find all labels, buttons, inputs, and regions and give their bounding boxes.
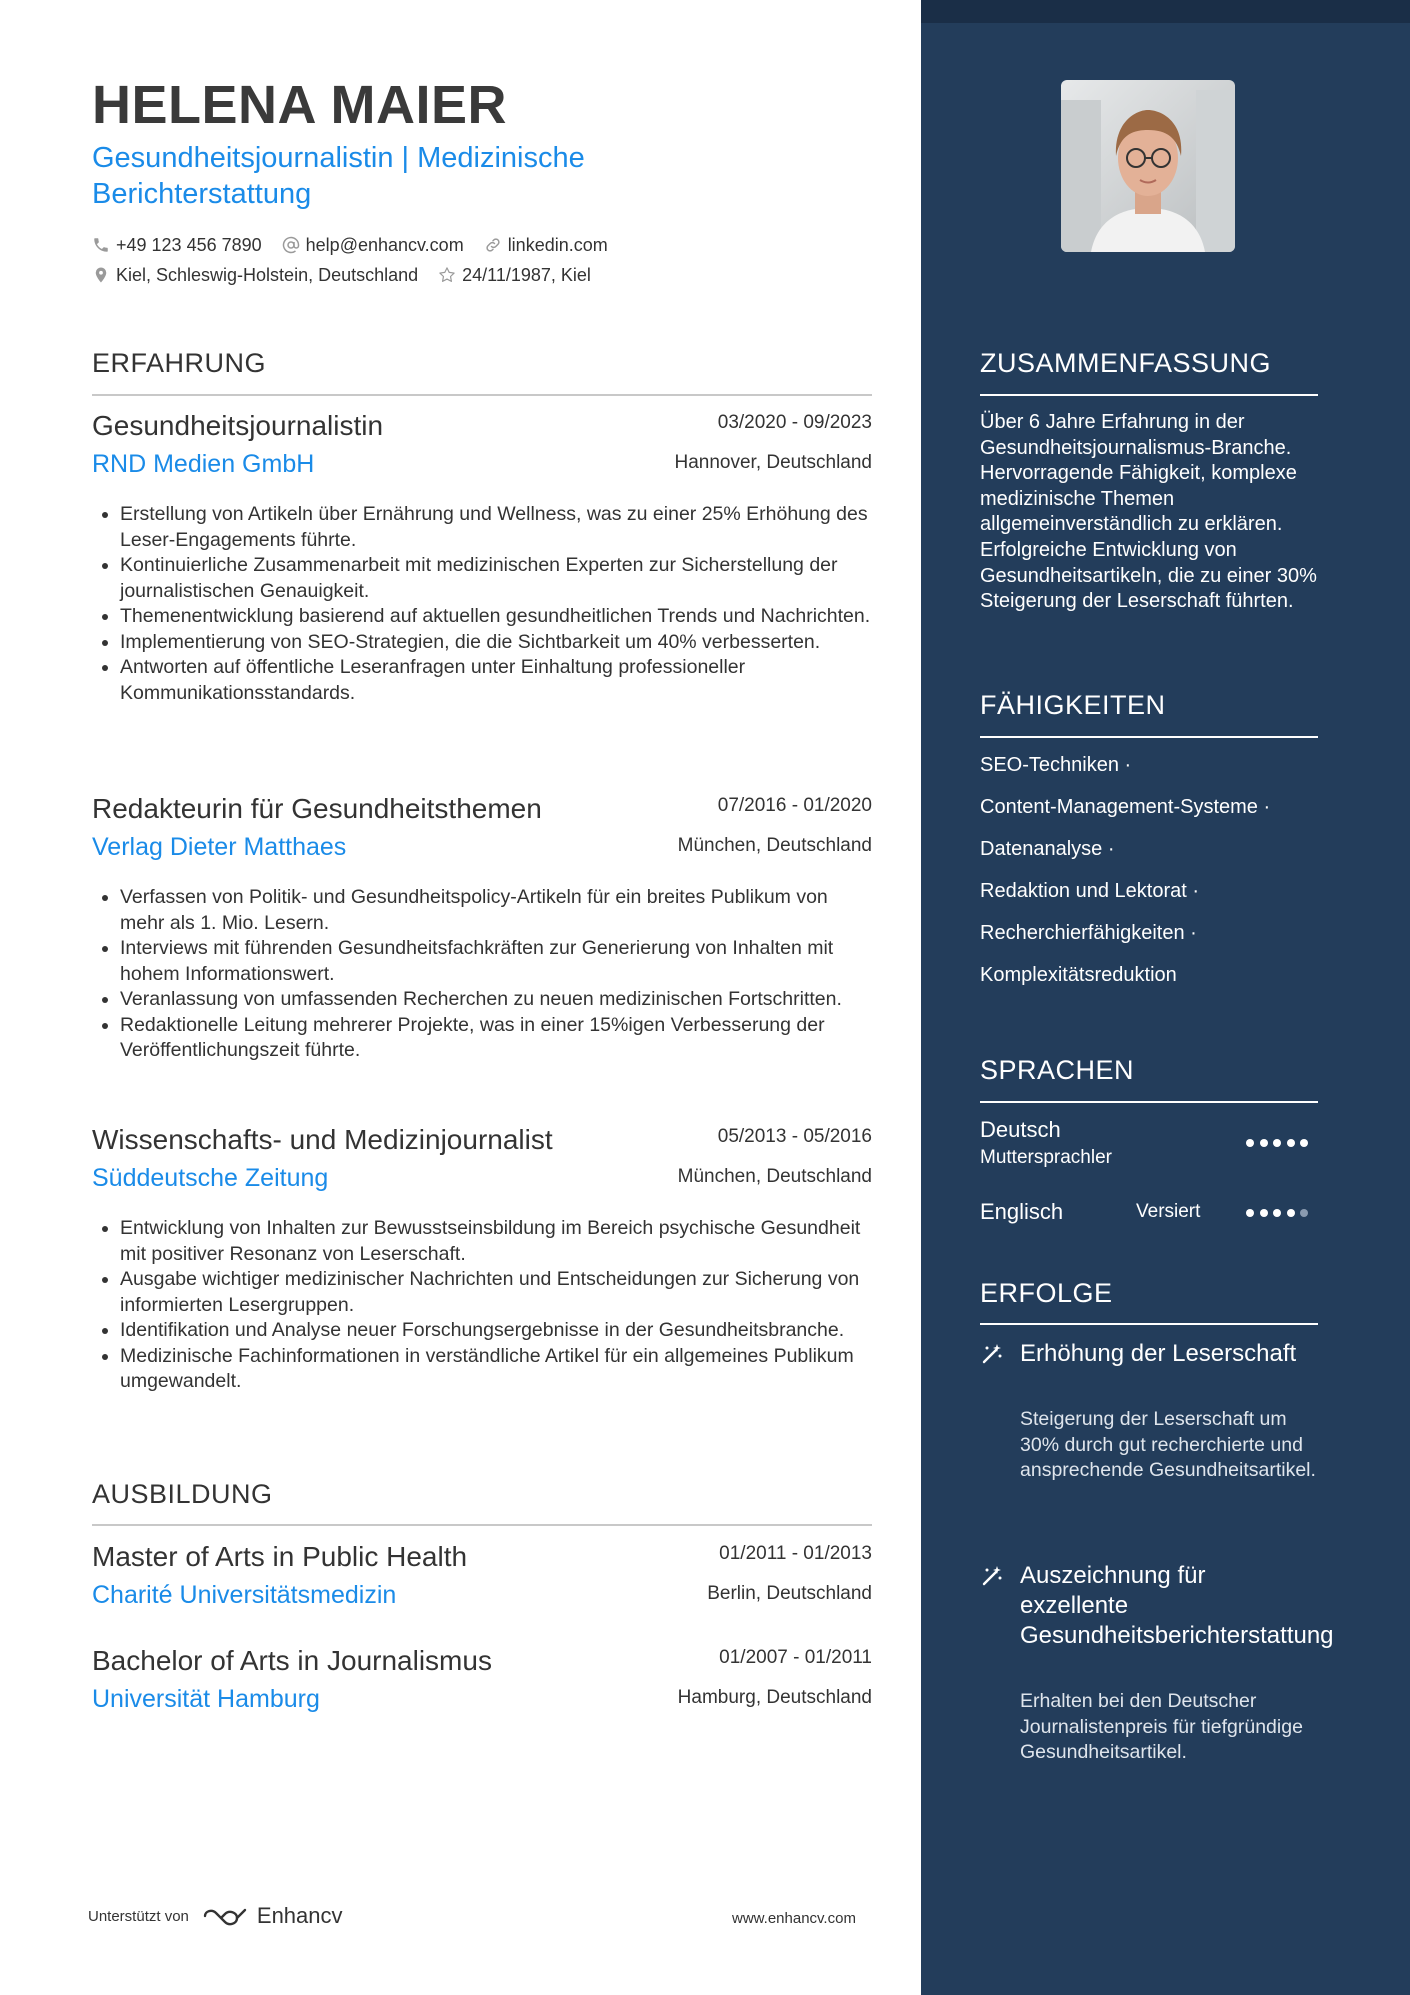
bullet-item: • Entwicklung von Inhalten zur Bewusstseinsbildung im Bereich psychische Gesundheit mit positiver Resonanz von Leserschaft. xyxy=(120,1216,872,1267)
phone-icon xyxy=(92,236,110,254)
education-entry xyxy=(92,1645,872,1737)
bullet-item: • Identifikation und Analyse neuer Forschungsergebnisse in der Gesundheitsbranche. xyxy=(120,1318,872,1344)
sidebar-top-bar xyxy=(921,0,1410,23)
rating-dot-filled xyxy=(1246,1209,1254,1217)
school: Universität Hamburg xyxy=(92,1685,320,1713)
skill-label: SEO-Techniken xyxy=(980,754,1119,776)
edu-dates: 01/2011 - 01/2013 xyxy=(719,1543,872,1564)
email-text[interactable]: help@enhancv.com xyxy=(305,234,464,255)
job-entry xyxy=(92,1124,872,1395)
job-dates: 05/2013 - 05/2016 xyxy=(717,1126,872,1147)
job-role: Wissenschafts- und Medizinjournalist xyxy=(92,1124,553,1155)
summary-divider xyxy=(980,394,1318,396)
skill-item xyxy=(980,796,1270,819)
language-rating xyxy=(1246,1209,1314,1217)
education-entry xyxy=(92,1541,872,1633)
rating-dot-filled xyxy=(1287,1209,1295,1217)
language-rating xyxy=(1246,1139,1314,1147)
powered-by-text: Unterstützt von xyxy=(88,1907,189,1925)
skills-divider xyxy=(980,736,1318,738)
skills-heading: FÄHIGKEITEN xyxy=(980,690,1166,720)
skill-item xyxy=(980,922,1197,945)
job-dates: 07/2016 - 01/2020 xyxy=(717,795,872,816)
degree: Master of Arts in Public Health xyxy=(92,1541,468,1572)
language-level: Versiert xyxy=(1136,1201,1201,1222)
bullet-item: • Veranlassung von umfassenden Recherchen zu neuen medizinischen Fortschritten. xyxy=(120,987,872,1013)
summary-heading: ZUSAMMENFASSUNG xyxy=(980,348,1272,378)
link-icon xyxy=(484,236,502,254)
rating-dot-filled xyxy=(1287,1139,1295,1147)
magic-wand-icon xyxy=(980,1564,1004,1588)
job-entry xyxy=(92,410,872,706)
bullet-item: • Implementierung von SEO-Strategien, die die Sichtbarkeit um 40% verbesserten. xyxy=(120,630,872,656)
achievement-description: Steigerung der Leserschaft um 30% durch gut recherchierte und ansprechende Gesundheitsartikel. xyxy=(1020,1408,1316,1481)
rating-dot-filled xyxy=(1300,1139,1308,1147)
bullet-item: • Redaktionelle Leitung mehrerer Projekte, was in einer 15%igen Verbesserung der Veröffentlichungszeit führte. xyxy=(120,1013,872,1064)
candidate-name: HELENA MAIER xyxy=(92,75,508,135)
job-location: München, Deutschland xyxy=(677,1166,872,1187)
education-divider xyxy=(92,1524,872,1526)
rating-dot-filled xyxy=(1273,1209,1281,1217)
skill-item xyxy=(980,880,1199,903)
bullet-item: • Medizinische Fachinformationen in verständliche Artikel für ein allgemeines Publikum umgewandelt. xyxy=(120,1344,872,1395)
skill-label: Komplexitätsreduktion xyxy=(980,964,1177,986)
candidate-title: Gesundheitsjournalistin | Medizinische Berichterstattung xyxy=(92,142,585,210)
skill-separator: · xyxy=(1263,796,1271,818)
job-entry xyxy=(92,793,872,1064)
skill-label: Datenanalyse xyxy=(980,838,1103,860)
job-role: Redakteurin für Gesundheitsthemen xyxy=(92,793,542,824)
edu-dates: 01/2007 - 01/2011 xyxy=(719,1647,872,1668)
bullet-item: • Antworten auf öffentliche Leseranfragen unter Einhaltung professioneller Kommunikationsstandards. xyxy=(120,655,872,706)
achievements-divider xyxy=(980,1323,1318,1325)
rating-dot-empty xyxy=(1300,1209,1308,1217)
bullet-item: • Kontinuierliche Zusammenarbeit mit medizinischen Experten zur Sicherstellung der journalistischen Genauigkeit. xyxy=(120,553,872,604)
bullet-item: • Erstellung von Artikeln über Ernährung und Wellness, was zu einer 25% Erhöhung des Leser-Engagements führte. xyxy=(120,502,872,553)
job-company: Verlag Dieter Matthaes xyxy=(92,833,347,861)
location-text: Kiel, Schleswig-Holstein, Deutschland xyxy=(116,264,419,285)
skill-label: Recherchierfähigkeiten xyxy=(980,922,1185,944)
location-pin-icon xyxy=(92,266,110,284)
phone-text: +49 123 456 7890 xyxy=(116,234,262,255)
experience-heading: ERFAHRUNG xyxy=(92,348,267,378)
bullet-item: • Themenentwicklung basierend auf aktuellen gesundheitlichen Trends und Nachrichten. xyxy=(120,604,872,630)
magic-wand-icon xyxy=(980,1342,1004,1366)
skill-separator: · xyxy=(1192,880,1200,902)
skill-separator: · xyxy=(1190,922,1197,944)
achievement-title: Auszeichnung für exzellente Gesundheitsberichterstattung xyxy=(1020,1562,1334,1649)
school: Charité Universitätsmedizin xyxy=(92,1581,397,1609)
footer-url[interactable]: www.enhancv.com xyxy=(732,1910,856,1927)
job-dates: 03/2020 - 09/2023 xyxy=(717,412,872,433)
job-bullets xyxy=(92,1216,872,1395)
job-role: Gesundheitsjournalistin xyxy=(92,410,384,441)
profile-photo xyxy=(1061,80,1235,252)
skill-separator: · xyxy=(1107,838,1115,860)
language-name: Englisch xyxy=(980,1199,1064,1224)
languages-heading: SPRACHEN xyxy=(980,1055,1135,1085)
edu-location: Hamburg, Deutschland xyxy=(677,1687,872,1708)
language-level: Muttersprachler xyxy=(980,1147,1112,1168)
enhancv-logo-icon xyxy=(201,1904,249,1928)
at-icon xyxy=(282,236,300,254)
bullet-item: • Ausgabe wichtiger medizinischer Nachrichten und Entscheidungen zur Sicherung von informierten Lesergruppen. xyxy=(120,1267,872,1318)
experience-divider xyxy=(92,394,872,396)
achievements-heading: ERFOLGE xyxy=(980,1278,1113,1308)
bullet-item: • Verfassen von Politik- und Gesundheitspolicy-Artikeln für ein breites Publikum von mehr als 1. Mio. Lesern. xyxy=(120,885,872,936)
rating-dot-filled xyxy=(1246,1139,1254,1147)
education-heading: AUSBILDUNG xyxy=(92,1479,273,1509)
job-bullets xyxy=(92,885,872,1064)
rating-dot-filled xyxy=(1273,1139,1281,1147)
skill-label: Content-Management-Systeme xyxy=(980,796,1258,818)
job-location: München, Deutschland xyxy=(677,835,872,856)
summary-text: Über 6 Jahre Erfahrung in der Gesundheitsjournalismus-Branche. Hervorragende Fähigkeit, komplexe medizinische Themen allgemeinverständlich zu erklären. Erfolgreiche Entwicklung von Gesundheitsartikeln, die zu einer 30% Steigerung der Leserschaft führten. xyxy=(980,411,1317,613)
brand-name: Enhancv xyxy=(256,1903,343,1928)
achievement-title: Erhöhung der Leserschaft xyxy=(1020,1340,1297,1367)
job-company: RND Medien GmbH xyxy=(92,450,315,478)
job-bullets xyxy=(92,502,872,706)
job-location: Hannover, Deutschland xyxy=(674,452,872,473)
website-text[interactable]: linkedin.com xyxy=(507,234,608,255)
languages-divider xyxy=(980,1101,1318,1103)
rating-dot-filled xyxy=(1260,1209,1268,1217)
skill-item xyxy=(980,838,1115,861)
edu-location: Berlin, Deutschland xyxy=(707,1583,872,1604)
star-icon xyxy=(438,266,456,284)
skill-label: Redaktion und Lektorat xyxy=(980,880,1187,902)
skill-separator: · xyxy=(1124,754,1132,776)
language-name: Deutsch xyxy=(980,1117,1061,1142)
skill-item xyxy=(980,964,1177,987)
bullet-item: • Interviews mit führenden Gesundheitsfachkräften zur Generierung von Inhalten mit hohem Informationswert. xyxy=(120,936,872,987)
job-company: Süddeutsche Zeitung xyxy=(92,1164,329,1192)
birth-text: 24/11/1987, Kiel xyxy=(462,264,591,285)
degree: Bachelor of Arts in Journalismus xyxy=(92,1645,492,1676)
rating-dot-filled xyxy=(1260,1139,1268,1147)
achievement-description: Erhalten bei den Deutscher Journalistenpreis für tiefgründige Gesundheitsartikel. xyxy=(1020,1690,1303,1763)
footer-powered-by xyxy=(88,1903,343,1929)
contact-info xyxy=(92,230,628,290)
skill-item xyxy=(980,754,1131,777)
